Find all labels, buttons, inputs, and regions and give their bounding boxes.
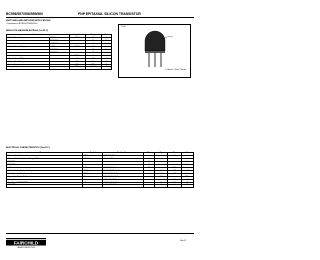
electrical-cell: f=1kHz, RG=2kΩ <box>103 185 144 188</box>
electrical-cell: DC Current Gain <box>7 167 83 170</box>
electrical-cell: VCB=-30V, IE=0 <box>103 155 144 158</box>
electrical-cell: 1 <box>154 185 167 188</box>
abs-max-cell <box>49 67 69 70</box>
electrical-cell: VCE(sat) <box>83 170 103 173</box>
abs-max-cell: Collector Power Dissipation <box>7 61 50 64</box>
electrical-cell: 4 <box>168 185 181 188</box>
electrical-cell: hFE <box>83 167 103 170</box>
abs-max-cell: -100 <box>85 58 101 61</box>
electrical-cell: 150 <box>154 176 167 179</box>
abs-max-cell: 500 <box>85 61 101 64</box>
applications-note: • Complement to BC546/547/548/549/550 <box>6 23 38 25</box>
abs-max-cell: 150 <box>85 64 101 67</box>
electrical-heading: ELECTRICAL CHARACTERISTICS (Ta=25°C) <box>6 147 50 149</box>
electrical-cell: dB <box>181 182 193 185</box>
abs-max-cell: V <box>101 46 111 49</box>
electrical-cell: Base-Emitter On Voltage <box>7 173 83 176</box>
abs-max-cell: -65 <box>85 46 101 49</box>
electrical-cell: -65 <box>143 158 154 161</box>
elec-col-symbol: Symbol <box>83 153 103 156</box>
abs-col-characteristic: Characteristic <box>7 35 70 38</box>
abs-col-symbol: Symbol <box>69 35 85 38</box>
electrical-cell: IC=-10mA, IB=-0.5mA <box>103 170 144 173</box>
abs-max-cell: IC <box>69 58 85 61</box>
abs-max-cell: BC558/559 <box>49 52 69 55</box>
abs-max-cell: mW <box>101 61 111 64</box>
electrical-cell: Output Capacitance <box>7 179 83 182</box>
electrical-cell: fT <box>83 176 103 179</box>
electrical-cell: Collector-Emitter Breakdown Voltage BC556 <box>7 158 83 161</box>
electrical-cell: nA <box>181 155 193 158</box>
electrical-cell: Noise Figure BC556/557/558 <box>7 182 83 185</box>
electrical-cell: V <box>181 164 193 167</box>
fairchild-logo <box>6 236 46 247</box>
electrical-cell: ICBO <box>83 155 103 158</box>
abs-max-heading: ABSOLUTE MAXIMUM RATINGS (Ta=25°C) <box>6 30 49 32</box>
electrical-cell: Collector-Emitter Saturation Voltage <box>7 170 83 173</box>
electrical-cell <box>83 185 103 188</box>
abs-max-cell: TSTG <box>69 67 85 70</box>
electrical-cell: dB <box>181 185 193 188</box>
electrical-cell: BC559/560 <box>7 185 83 188</box>
electrical-cell: VCE=-5V, IC=-2mA <box>103 173 144 176</box>
electrical-cell: VCE=-5V, IC=-2mA <box>103 167 144 170</box>
package-label: TO-92 <box>121 26 126 28</box>
electrical-cell: -0.66 <box>154 173 167 176</box>
electrical-cell: 10 <box>168 182 181 185</box>
abs-max-cell: Collector-Emitter Voltage <box>7 46 50 49</box>
electrical-cell: V <box>181 161 193 164</box>
electrical-cell: -30 <box>143 164 154 167</box>
electrical-cell: -0.6 <box>143 173 154 176</box>
electrical-cell: -90 <box>154 170 167 173</box>
package-pin-legend: 1. Collector 2. Base 3. Emitter <box>165 70 187 71</box>
footer-rule <box>6 233 194 234</box>
abs-max-cell: °C <box>101 64 111 67</box>
header-rule <box>6 17 194 18</box>
abs-max-cell: Junction Temperature <box>7 64 50 67</box>
abs-max-cell: -45 <box>85 49 101 52</box>
abs-max-cell: V <box>101 49 111 52</box>
abs-max-cell: -50 <box>85 40 101 43</box>
abs-max-cell: Collector-Base Voltage <box>7 37 50 40</box>
elec-col-typ: Typ <box>154 153 167 156</box>
electrical-cell: -15 <box>168 155 181 158</box>
electrical-cell: 2 <box>154 182 167 185</box>
abs-max-row <box>7 67 112 70</box>
abs-max-cell: Storage Temperature <box>7 67 50 70</box>
electrical-cell: NF <box>83 182 103 185</box>
electrical-row <box>7 185 194 188</box>
abs-max-cell: -30 <box>85 52 101 55</box>
electrical-cell: MHz <box>181 176 193 179</box>
electrical-cell: VCB=-10V, f=1MHz <box>103 179 144 182</box>
abs-max-cell: -30 <box>85 43 101 46</box>
electrical-cell: BVCEO <box>83 158 103 161</box>
abs-max-cell: -65~150 <box>85 67 101 70</box>
abs-max-cell: BC557/560 <box>49 49 69 52</box>
elec-col-unit: Unit <box>181 153 193 156</box>
abs-col-rating: Rating <box>85 35 101 38</box>
page-title: PNP EPITAXIAL SILICON TRANSISTOR <box>78 12 141 16</box>
package-figure <box>118 24 191 78</box>
abs-col-unit: Unit <box>101 35 111 38</box>
electrical-cell: VBE(on) <box>83 173 103 176</box>
electrical-cell: mV <box>181 170 193 173</box>
abs-max-cell: BC556 <box>49 37 69 40</box>
logo-wordmark: FAIRCHILD <box>13 240 39 246</box>
electrical-cell: V <box>181 173 193 176</box>
elec-col-min: Min <box>143 153 154 156</box>
electrical-cell <box>143 185 154 188</box>
abs-max-cell: -80 <box>85 37 101 40</box>
abs-max-cell: -5 <box>85 55 101 58</box>
electrical-cell: VCE=-5V, IC=-10mA <box>103 176 144 179</box>
abs-max-cell: V <box>101 43 111 46</box>
abs-max-cell: V <box>101 37 111 40</box>
electrical-cell: BC557/560 <box>7 161 83 164</box>
electrical-cell: 4.5 <box>168 179 181 182</box>
abs-max-cell: PC <box>69 61 85 64</box>
abs-max-cell: VCBO <box>69 37 85 40</box>
fairchild-logo-mark <box>6 238 46 249</box>
electrical-cell: Cob <box>83 179 103 182</box>
abs-max-cell: VEBO <box>69 55 85 58</box>
electrical-cell: Collector Cut-off Current <box>7 155 83 158</box>
part-numbers: BC556/557/558/559/560 <box>6 12 43 16</box>
electrical-cell: VCE=-5V, IC=-200µA <box>103 182 144 185</box>
electrical-table <box>6 152 194 188</box>
abs-max-cell: V <box>101 40 111 43</box>
electrical-cell: -250 <box>168 170 181 173</box>
electrical-cell: IC=-2mA, IB=0 <box>103 158 144 161</box>
electrical-cell: BC558/559 <box>7 164 83 167</box>
abs-max-cell: °C <box>101 67 111 70</box>
abs-max-cell: TJ <box>69 64 85 67</box>
electrical-cell: 110 <box>143 167 154 170</box>
elec-col-characteristic: Characteristic <box>7 153 83 156</box>
abs-max-cell: BC557/560 <box>49 40 69 43</box>
abs-max-table <box>6 34 112 70</box>
elec-col-conditions: Test Conditions <box>103 153 144 156</box>
revision-label: Rev. B <box>180 240 186 242</box>
electrical-cell: -0.75 <box>168 173 181 176</box>
abs-max-cell: BC558/559 <box>49 43 69 46</box>
abs-max-cell: Collector Current (DC) <box>7 58 50 61</box>
abs-max-cell: VCEO <box>69 46 85 49</box>
abs-max-cell: mA <box>101 58 111 61</box>
electrical-cell: Current Gain Bandwidth Product <box>7 176 83 179</box>
elec-col-max: Max <box>168 153 181 156</box>
abs-max-cell: Emitter-Base Voltage <box>7 55 50 58</box>
electrical-cell: V <box>181 158 193 161</box>
applications-heading: SWITCHING AND AMPLIFIER APPLICATIONS <box>6 20 51 22</box>
abs-max-cell: V <box>101 52 111 55</box>
electrical-cell: -45 <box>143 161 154 164</box>
logo-subtitle: SEMICONDUCTOR <box>17 247 35 249</box>
electrical-cell: pF <box>181 179 193 182</box>
abs-max-cell: BC556 <box>49 46 69 49</box>
abs-max-cell: V <box>101 55 111 58</box>
electrical-cell: 800 <box>168 167 181 170</box>
